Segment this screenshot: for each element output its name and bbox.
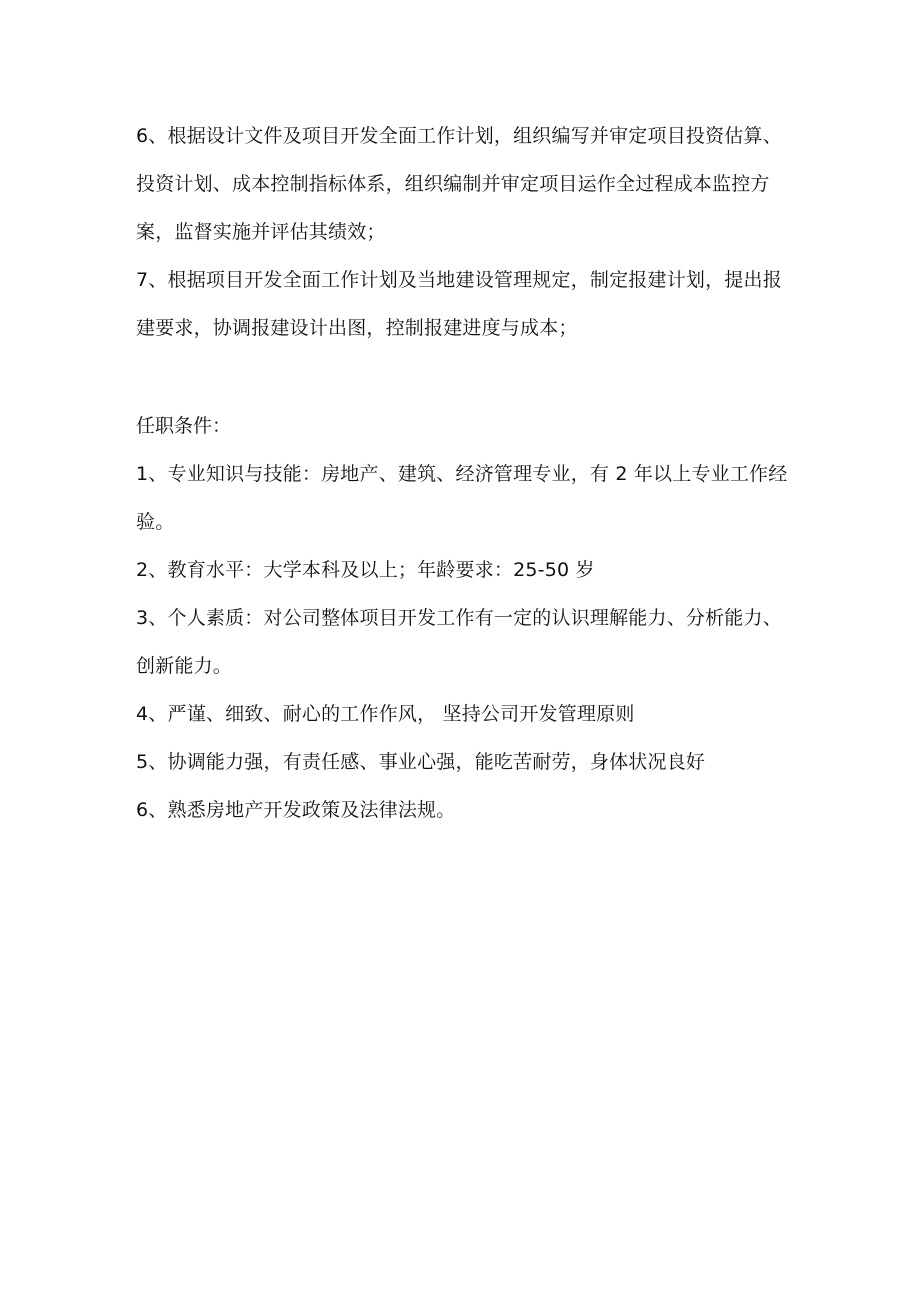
document-body <box>136 112 796 834</box>
requirement-item-2: 2、教育水平：大学本科及以上；年龄要求：25-50 岁 <box>136 559 595 581</box>
requirements-heading: 任职条件： <box>136 415 232 437</box>
section-spacer <box>136 352 796 402</box>
requirement-item-3: 3、个人素质：对公司整体项目开发工作有一定的认识理解能力、分析能力、创新能力。 <box>136 607 782 677</box>
requirement-item-6: 6、熟悉房地产开发政策及法律法规。 <box>136 799 456 821</box>
duty-item-6: 6、根据设计文件及项目开发全面工作计划，组织编写并审定项目投资估算、投资计划、成本控制指标体系，组织编制并审定项目运作全过程成本监控方案，监督实施并评估其绩效； <box>136 125 782 243</box>
requirement-item-1: 1、专业知识与技能：房地产、建筑、经济管理专业，有 2 年以上专业工作经验。 <box>136 463 788 533</box>
requirement-item-4: 4、严谨、细致、耐心的工作作风， 坚持公司开发管理原则 <box>136 703 635 725</box>
duty-item-7: 7、根据项目开发全面工作计划及当地建设管理规定，制定报建计划，提出报建要求，协调报建设计出图，控制报建进度与成本； <box>136 269 782 339</box>
requirement-item-5: 5、协调能力强，有责任感、事业心强，能吃苦耐劳，身体状况良好 <box>136 751 706 773</box>
